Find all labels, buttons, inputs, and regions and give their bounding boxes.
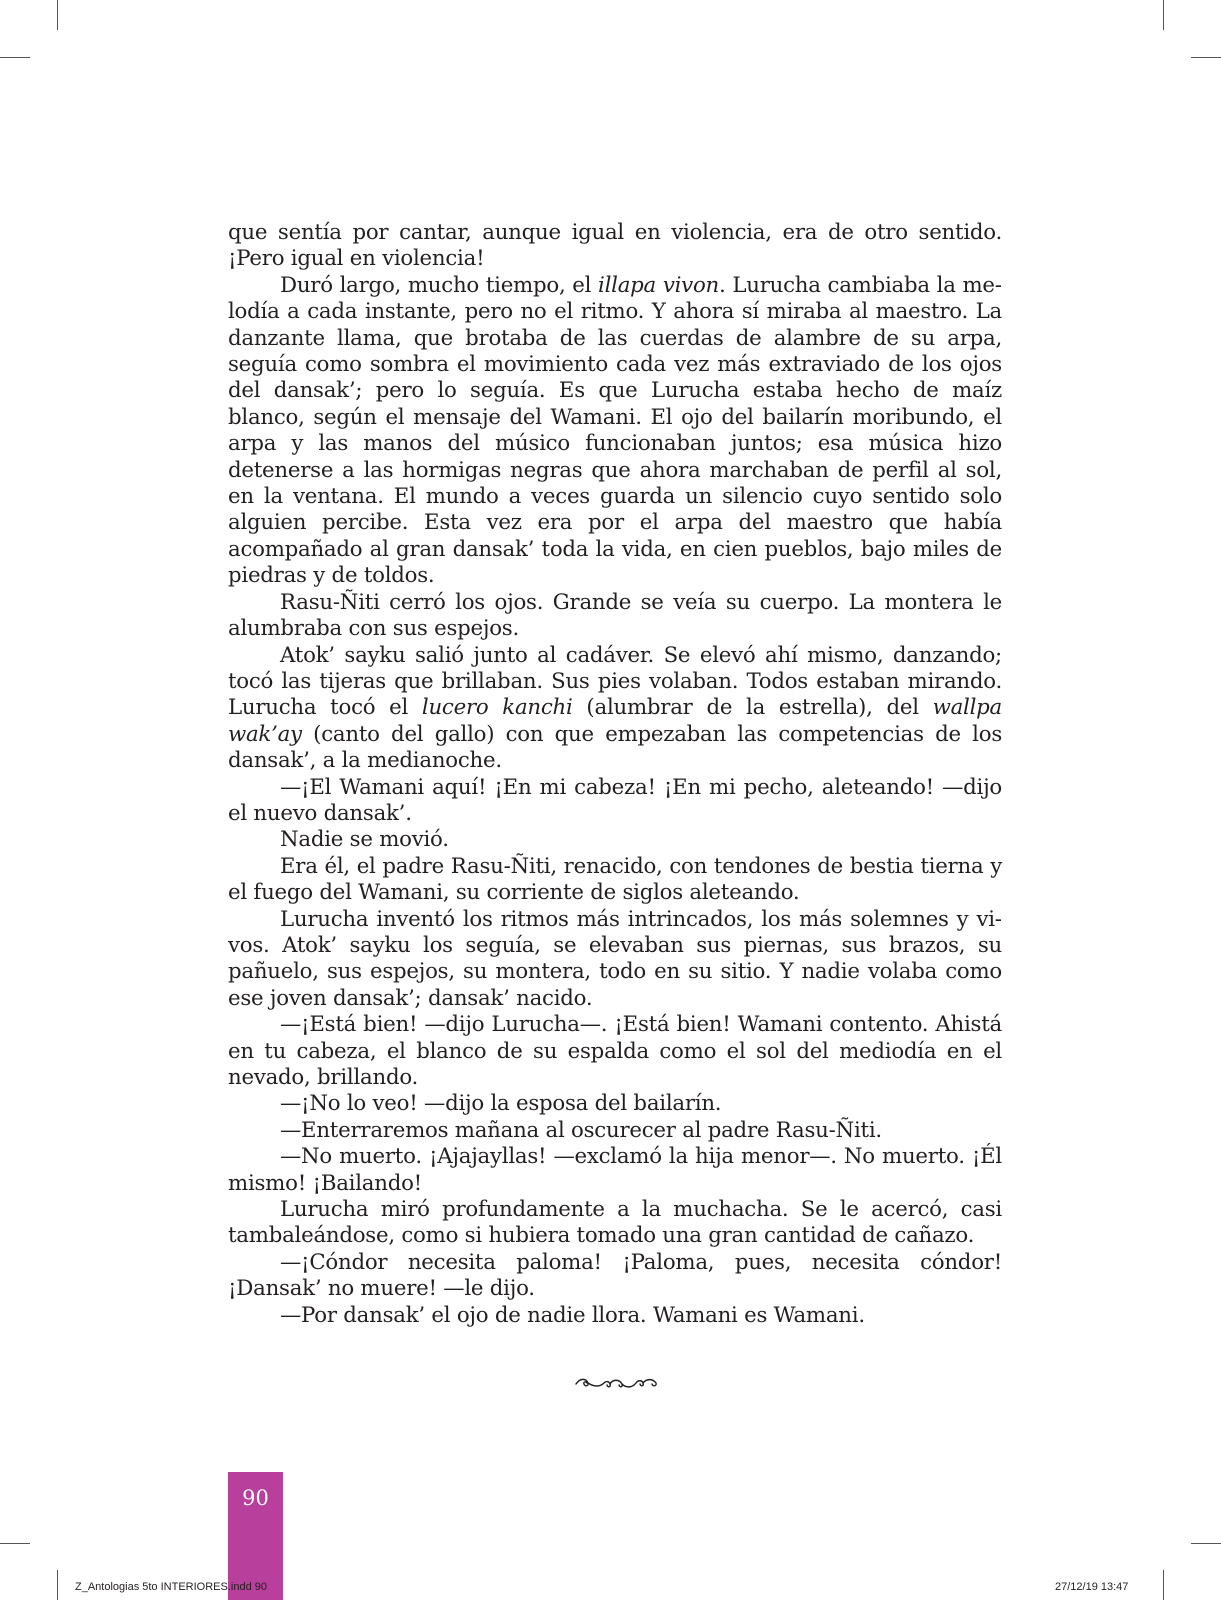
page-number: 90 [242, 1486, 269, 1510]
paragraph: Rasu-Ñiti cerró los ojos. Grande se veía su cuerpo. La montera le alumbraba con sus espejos. [228, 589, 1002, 642]
scroll-flourish-icon [574, 1375, 658, 1391]
crop-mark-bottom-right-vertical [1163, 1570, 1164, 1600]
slug-timestamp: 27/12/19 13:47 [1055, 1581, 1129, 1593]
paragraph: Duró largo, mucho tiempo, el illapa vivon. Lurucha cambiaba la melodía a cada instante, pero no el ritmo. Y ahora sí miraba al maestro. La danzante llama, que brotaba de las cuerdas de alambre de su arpa, seguía como sombra el movimiento cada vez más extraviado de los ojos del dansak’; pero lo seguía. Es que Lurucha estaba hecho de maíz blanco, según el mensaje del Wamani. El ojo del bailarín moribundo, el arpa y las manos del músico funcionaban juntos; esa música hizo detenerse a las hormigas negras que ahora marchaban de perfil al sol, en la ventana. El mundo a veces guarda un silencio cuyo sentido solo alguien percibe. Esta vez era por el arpa del maestro que había acompañado al gran dansak’ toda la vida, en cien pueblos, bajo miles de piedras y de toldos. [228, 272, 1002, 589]
paragraph: Nadie se movió. [280, 827, 449, 853]
crop-mark-top-right-vertical [1163, 0, 1164, 30]
paragraph: Era él, el padre Rasu-Ñiti, renacido, con tendones de bestia tierna y el fuego del Wamani, su corriente de siglos aleteando. [228, 853, 1002, 906]
paragraph: —Por dansak’ el ojo de nadie llora. Wamani es Wamani. [280, 1302, 865, 1328]
crop-mark-bottom-right-horizontal [1191, 1543, 1221, 1544]
crop-mark-top-right-horizontal [1191, 57, 1221, 58]
paragraph: que sentía por cantar, aunque igual en violencia, era de otro sentido. ¡Pero igual en violencia! [228, 220, 1002, 272]
paragraph: —No muerto. ¡Ajajayllas! —exclamó la hija menor—. No muerto. ¡Él mismo! ¡Bailando! [228, 1144, 1002, 1196]
crop-mark-top-left-vertical [57, 0, 58, 30]
paragraph: Atok’ sayku salió junto al cadáver. Se elevó ahí mismo, danzando; tocó las tijeras que brillaban. Sus pies volaban. Todos estaban mirando. Lurucha tocó el lucero kanchi (alumbrar de la estrella), del wallpa wak’ay (canto del gallo) con que empezaban las competencias de los dansak’, a la medianoche. [228, 642, 1002, 774]
paragraph: —¡No lo veo! —dijo la esposa del bailarín. [280, 1091, 722, 1117]
crop-mark-bottom-left-horizontal [0, 1543, 30, 1544]
slug-file-info: Z_Antologias 5to INTERIORES.indd 90 [75, 1581, 267, 1593]
paragraph: —¡Está bien! —dijo Lurucha—. ¡Está bien! Wamani contento. Ahistá en tu cabeza, el blanco de su espalda como el sol del mediodía en el nevado, brillando. [228, 1012, 1002, 1090]
paragraph: —¡El Wamani aquí! ¡En mi cabeza! ¡En mi pecho, aleteando! —dijo el nuevo dansak’. [228, 774, 1002, 826]
paragraph: —Enterraremos mañana al oscurecer al padre Rasu-Ñiti. [280, 1117, 882, 1143]
body-text [228, 220, 1002, 1329]
paragraph: Lurucha inventó los ritmos más intrincados, los más solemnes y vivos. Atok’ sayku los seguía, se elevaban sus piernas, sus brazos, su pañuelo, sus espejos, su montera, todo en su sitio. Y nadie volaba como ese joven dansak’; dansak’ nacido. [228, 906, 1002, 1011]
paragraph: Lurucha miró profundamente a la muchacha. Se le acercó, casi tambaleándose, como si hubiera tomado una gran cantidad de cañazo. [228, 1197, 1002, 1249]
crop-mark-top-left-horizontal [0, 57, 30, 58]
paragraph: —¡Cóndor necesita paloma! ¡Paloma, pues, necesita cóndor! ¡Dansak’ no muere! —le dijo. [228, 1249, 1002, 1302]
crop-mark-bottom-left-vertical [57, 1570, 58, 1600]
